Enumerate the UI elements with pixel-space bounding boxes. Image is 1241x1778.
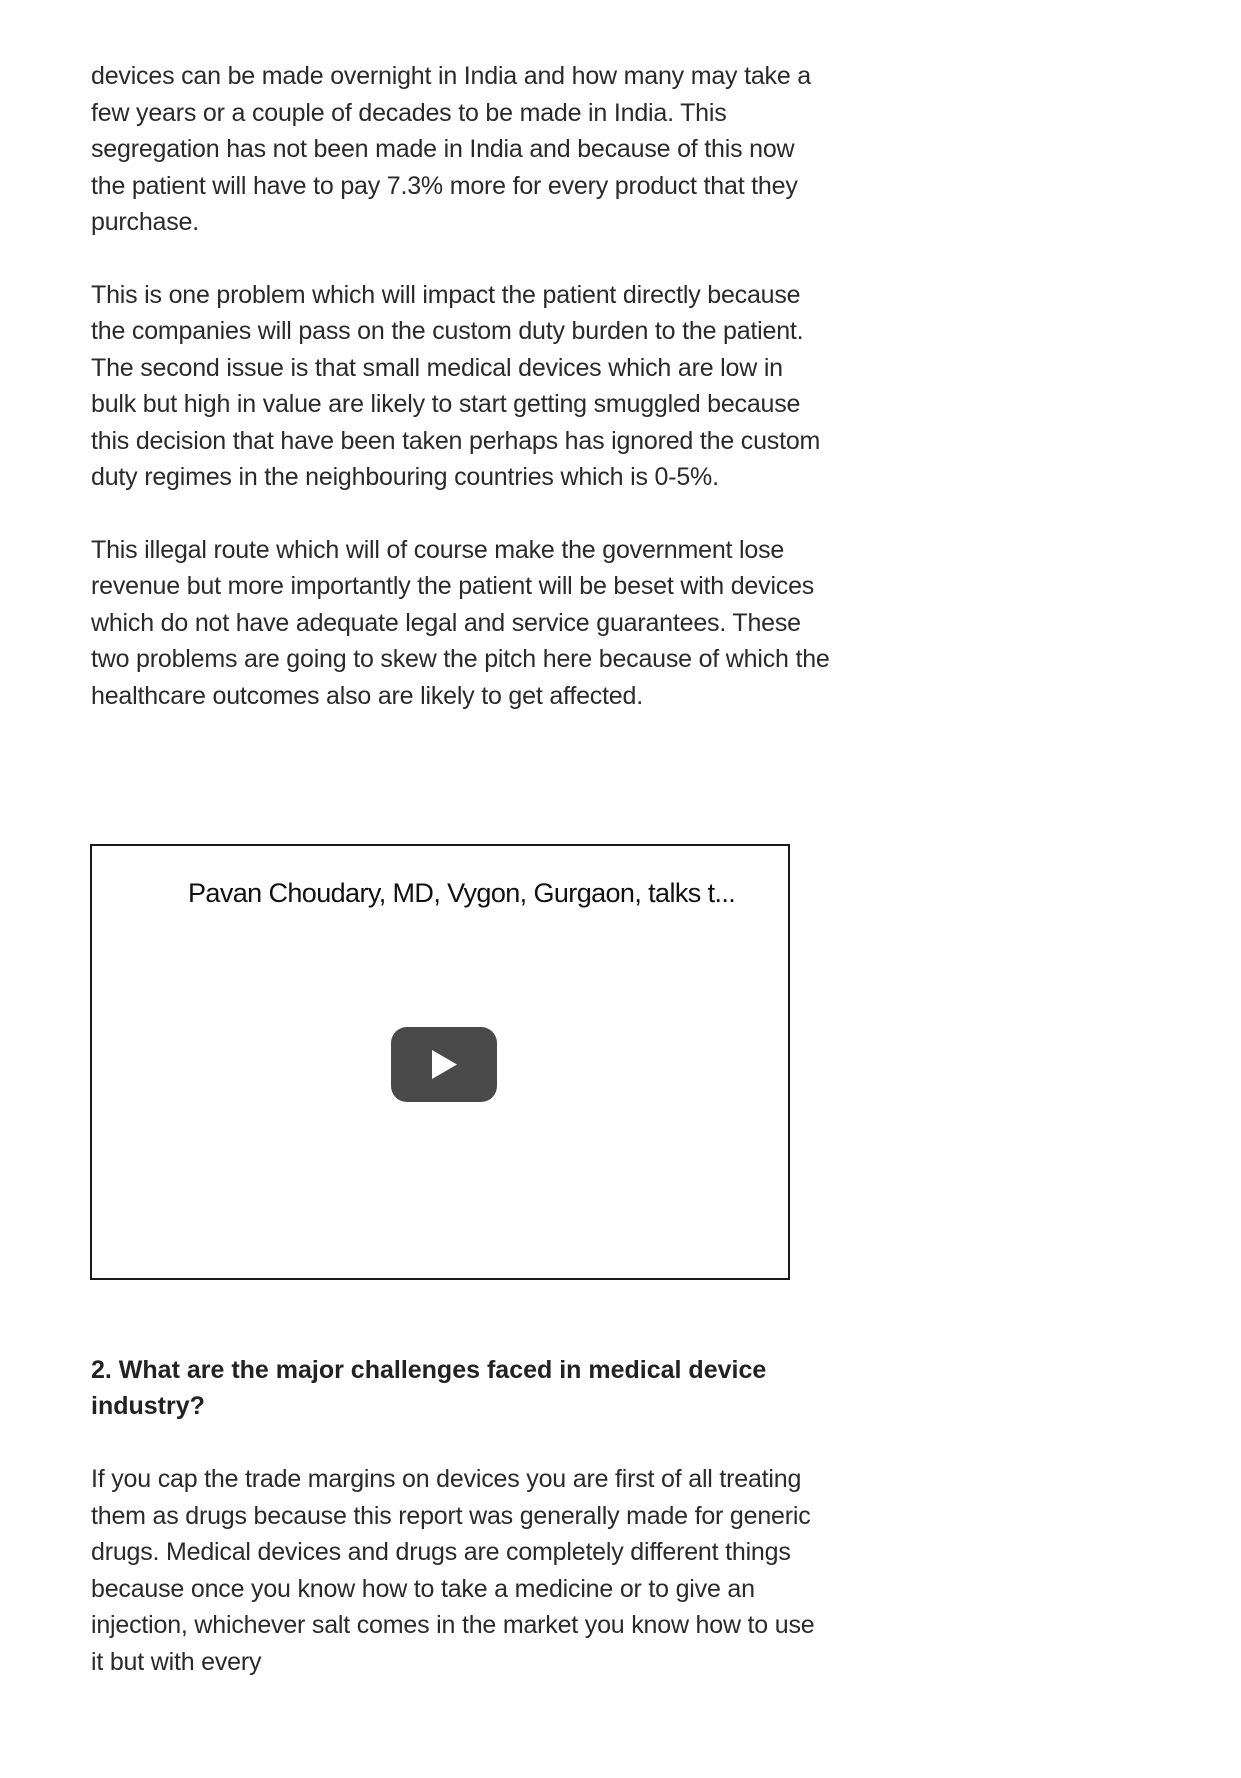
- paragraph-gap: [91, 241, 831, 277]
- paragraph-gap: [91, 496, 831, 532]
- play-icon: [391, 1027, 497, 1102]
- paragraph-4: If you cap the trade margins on devices you are first of all treating them as drugs because this report was generally made for generic drugs. Medical devices and drugs are completely different things because once you know how to take a medicine or to give an injection, whichever salt comes in the market you know how to use it but with every: [91, 1465, 815, 1676]
- paragraph-2: This is one problem which will impact the patient directly because the companies will pass on the custom duty burden to the patient. The second issue is that small medical devices which are low in bulk but high in value are likely to start getting smuggled because this decision that have been taken perhaps has ignored the custom duty regimes in the neighbouring countries which is 0-5%.: [91, 280, 821, 491]
- paragraph-1: devices can be made overnight in India and how many may take a few years or a couple of decades to be made in India. This segregation has not been made in India and because of this now the patient will have to pay 7.3% more for every product that they purchase.: [91, 62, 811, 236]
- article-body: [91, 58, 831, 714]
- paragraph-3: This illegal route which will of course make the government lose revenue but more importantly the patient will be beset with devices which do not have adequate legal and service guarantees. These two problems are going to skew the pitch here because of which the healthcare outcomes also are likely to get affected.: [91, 535, 830, 710]
- article-body-continued: [91, 1461, 831, 1680]
- play-button[interactable]: [391, 1027, 497, 1102]
- video-title[interactable]: Pavan Choudary, MD, Vygon, Gurgaon, talks t...: [188, 878, 736, 908]
- video-embed[interactable]: [90, 844, 790, 1280]
- section-question: 2. What are the major challenges faced in medical device industry?: [91, 1356, 767, 1420]
